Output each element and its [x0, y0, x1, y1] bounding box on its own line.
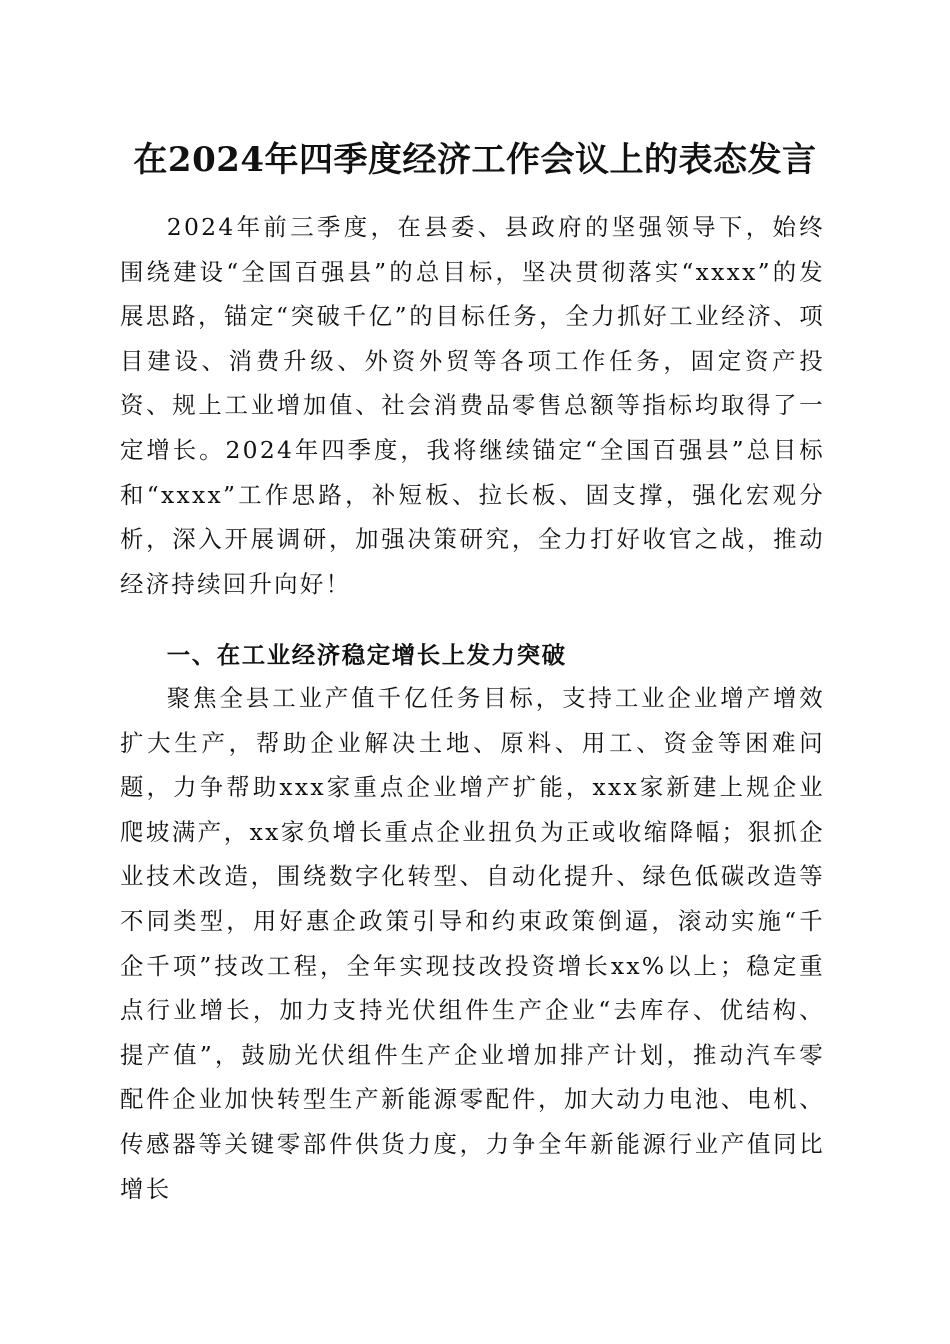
- section-1-heading: 一、在工业经济稳定增长上发力突破: [166, 641, 567, 669]
- document-title: 在2024年四季度经济工作会议上的表态发言: [133, 140, 817, 180]
- section-1-body: 聚焦全县工业产值千亿任务目标，支持工业企业增产增效扩大生产，帮助企业解决土地、原料、用工、资金等困难问题，力争帮助xxx家重点企业增产扩能，xxx家新建上规企业爬坡满产，xx家负增长重点企业扭负为正或收缩降幅；狠抓企业技术改造，围绕数字化转型、自动化提升、绿色低碳改造等不同类型，用好惠企政策引导和约束政策倒逼，滚动实施“千企千项”技改工程，全年实现技改投资增长xx%以上；稳定重点行业增长，加力支持光伏组件生产企业“去库存、优结构、提产值”，鼓励光伏组件生产企业增加排产计划，推动汽车零配件企业加快转型生产新能源零配件，加大动力电池、电机、传感器等关键零部件供货力度，力争全年新能源行业产值同比增长: [120, 684, 825, 1203]
- intro-paragraph: 2024年前三季度，在县委、县政府的坚强领导下，始终围绕建设“全国百强县”的总目标，坚决贯彻落实“xxxx”的发展思路，锚定“突破千亿”的目标任务，全力抓好工业经济、项目建设、消费升级、外资外贸等各项工作任务，固定资产投资、规上工业增加值、社会消费品零售总额等指标均取得了一定增长。2024年四季度，我将继续锚定“全国百强县”总目标和“xxxx”工作思路，补短板、拉长板、固支撑，强化宏观分析，深入开展调研，加强决策研究，全力打好收官之战，推动经济持续回升向好！: [120, 213, 825, 598]
